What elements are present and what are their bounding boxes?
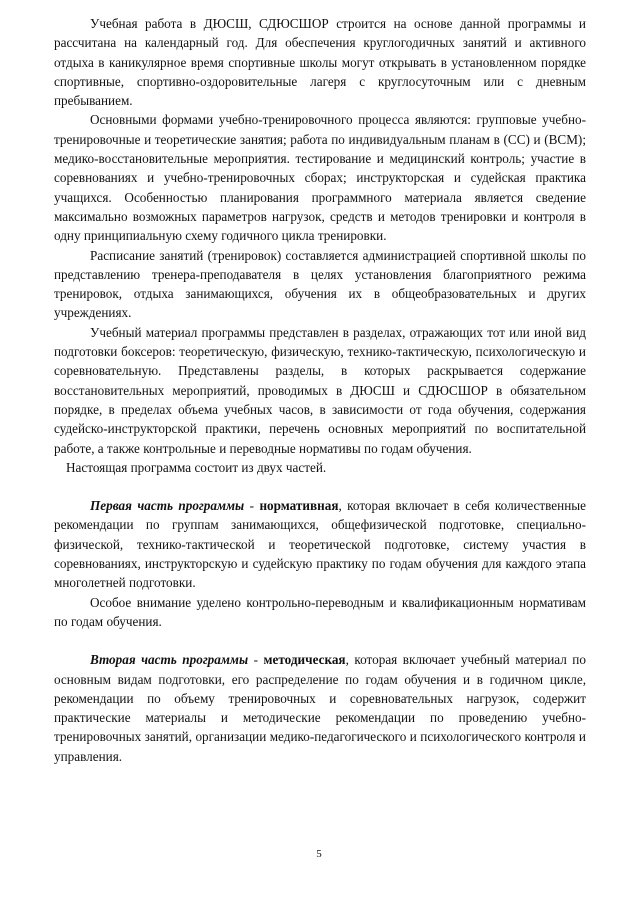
paragraph-training-forms: Основными формами учебно-тренировочного процесса являются: групповые учебно-тренировочные и теоретические занятия; работа по индивидуальным планам в (СС) и (ВСМ); медико-восстановительные мероприятия. тестирование и медицинский контроль; участие в соревнованиях и учебно-тренировочных сборах; инструкторская и судейская практика учащихся. Особенностью планирования программного материала является сведение максимально возможных параметров нагрузок, средств и методов тренировки и контроля в одну принципиальную схему годичного цикла тренировки.	[54, 112, 586, 244]
part-two-text: , которая включает учебный материал по основным видам подготовки, его распределение по годам обучения и в годичном цикле, рекомендации по объему тренировочных и соревновательных нагрузок, содержит практические материалы и методические рекомендации по проведению учебно-тренировочных занятий, организации медико-педагогического и психологического контроля и управления.	[54, 652, 586, 764]
document-page	[54, 14, 586, 766]
part-one-dash: -	[244, 498, 260, 514]
part-two-title: Вторая часть программы	[90, 652, 249, 668]
part-one-text: , которая включает в себя количественные рекомендации по группам занимающихся, общефизической подготовке, специально-физической, технико-тактической и теоретической подготовке, систему участия в соревнованиях, инструкторскую и судейскую практику по годам обучения для каждого этапа многолетней подготовки.	[54, 498, 586, 591]
paragraph-program-material: Учебный материал программы представлен в разделах, отражающих тот или иной вид подготовки боксеров: теоретическую, физическую, технико-тактическую, психологическую и соревновательную. Представлены разделы, в которых раскрывается содержание восстановительных мероприятий, проводимых в ДЮСШ и СДЮСШОР в обязательном порядке, в пределах объема учебных часов, в зависимости от года обучения, содержания судейско-инструкторской практики, перечень основных мероприятий по воспитательной работе, а также контрольные и переводные нормативы по годам обучения.	[54, 324, 586, 456]
paragraph-part-one	[54, 496, 586, 592]
paragraph-part-two	[54, 650, 586, 766]
paragraph-schedule: Расписание занятий (тренировок) составляется администрацией спортивной школы по представлению тренера-преподавателя в целях установления благоприятного режима тренировок, отдыха занимающихся, обучения их в общеобразовательных и других учреждениях.	[54, 247, 586, 321]
part-one-title: Первая часть программы	[90, 498, 245, 514]
part-two-keyword: методическая	[263, 652, 346, 668]
part-one-keyword: нормативная	[259, 498, 339, 514]
paragraph-training-basis: Учебная работа в ДЮСШ, СДЮСШОР строится на основе данной программы и рассчитана на календарный год. Для обеспечения круглогодичных занятий и активного отдыха в каникулярное время спортивные школы могут открывать в установленном порядке спортивные, спортивно-оздоровительные лагеря с круглосуточным или с дневным пребыванием.	[54, 16, 586, 109]
page-number: 5	[316, 848, 322, 860]
paragraph-program-parts: Настоящая программа состоит из двух частей.	[66, 459, 327, 475]
paragraph-part-one-note: Особое внимание уделено контрольно-переводным и квалификационным нормативам по годам обучения.	[54, 594, 586, 629]
part-two-dash: -	[248, 652, 264, 668]
